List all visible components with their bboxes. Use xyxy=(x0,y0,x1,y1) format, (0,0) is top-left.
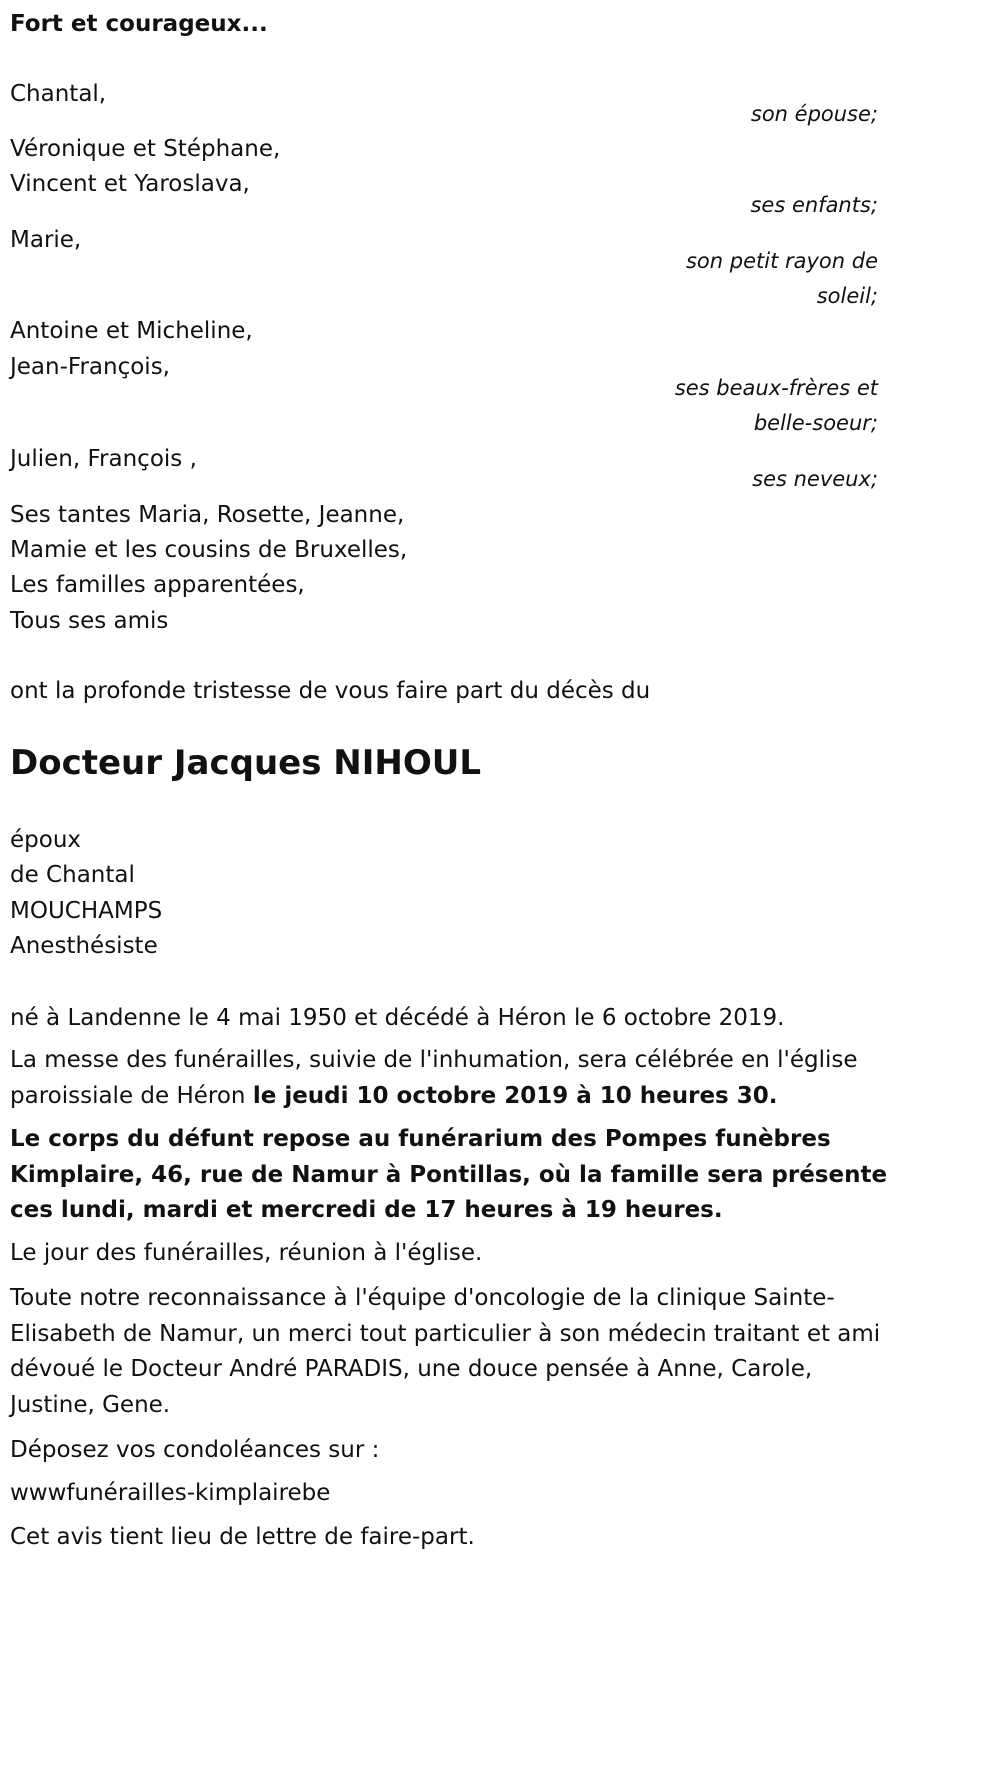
mass-text: La messe des funérailles, suivie de l'inhumation, sera célébrée en l'église paroissiale de Héron xyxy=(10,1047,858,1109)
deceased-name: Docteur Jacques NIHOUL xyxy=(10,743,482,783)
inlaws-role-1: ses beaux-frères et xyxy=(674,376,878,400)
notice-heading: Fort et courageux... xyxy=(10,11,268,37)
others-line-3: Les familles apparentées, xyxy=(10,572,305,598)
children-name-1: Véronique et Stéphane, xyxy=(10,136,281,162)
others-line-4: Tous ses amis xyxy=(10,608,169,634)
spouse-role: son épouse; xyxy=(750,102,878,126)
children-name-2: Vincent et Yaroslava, xyxy=(10,171,250,197)
inlaws-name-2: Jean-François, xyxy=(10,354,170,380)
deceased-details-3: MOUCHAMPS xyxy=(10,898,163,924)
nephews-name: Julien, François , xyxy=(10,446,197,472)
deceased-details-4: Anesthésiste xyxy=(10,933,158,959)
spouse-name: Chantal, xyxy=(10,81,107,107)
inlaws-name-1: Antoine et Micheline, xyxy=(10,318,253,344)
others-line-2: Mamie et les cousins de Bruxelles, xyxy=(10,537,408,563)
birth-death-text: né à Landenne le 4 mai 1950 et décédé à Héron le 6 octobre 2019. xyxy=(10,1005,785,1031)
grandchild-role-2: soleil; xyxy=(816,284,878,308)
condolences-website[interactable]: wwwfunérailles-kimplairebe xyxy=(10,1480,331,1506)
others-line-1: Ses tantes Maria, Rosette, Jeanne, xyxy=(10,502,405,528)
announcement-text: ont la profonde tristesse de vous faire part du décès du xyxy=(10,678,651,704)
children-role: ses enfants; xyxy=(750,193,878,217)
funeral-home-paragraph: Le corps du défunt repose au funérarium des Pompes funèbres Kimplaire, 46, rue de Namur à Pontillas, où la famille sera présente ces lundi, mardi et mercredi de 17 heures à 19 heures. xyxy=(10,1126,888,1223)
inlaws-role-2: belle-soeur; xyxy=(753,411,878,435)
condolences-label: Déposez vos condoléances sur : xyxy=(10,1437,380,1463)
nephews-role: ses neveux; xyxy=(752,467,878,491)
mass-paragraph xyxy=(10,1043,890,1114)
thanks-paragraph: Toute notre reconnaissance à l'équipe d'oncologie de la clinique Sainte-Elisabeth de Namur, un merci tout particulier à son médecin traitant et ami dévoué le Docteur André PARADIS, une douce pensée à Anne, Carole, Justine, Gene. xyxy=(10,1285,881,1418)
grandchild-name: Marie, xyxy=(10,227,82,253)
deceased-details-2: de Chantal xyxy=(10,862,135,888)
closing-text: Cet avis tient lieu de lettre de faire-part. xyxy=(10,1524,475,1550)
deceased-details-1: époux xyxy=(10,827,82,853)
meeting-text: Le jour des funérailles, réunion à l'église. xyxy=(10,1240,483,1266)
grandchild-role-1: son petit rayon de xyxy=(685,249,878,273)
mass-date: le jeudi 10 octobre 2019 à 10 heures 30. xyxy=(252,1082,778,1109)
